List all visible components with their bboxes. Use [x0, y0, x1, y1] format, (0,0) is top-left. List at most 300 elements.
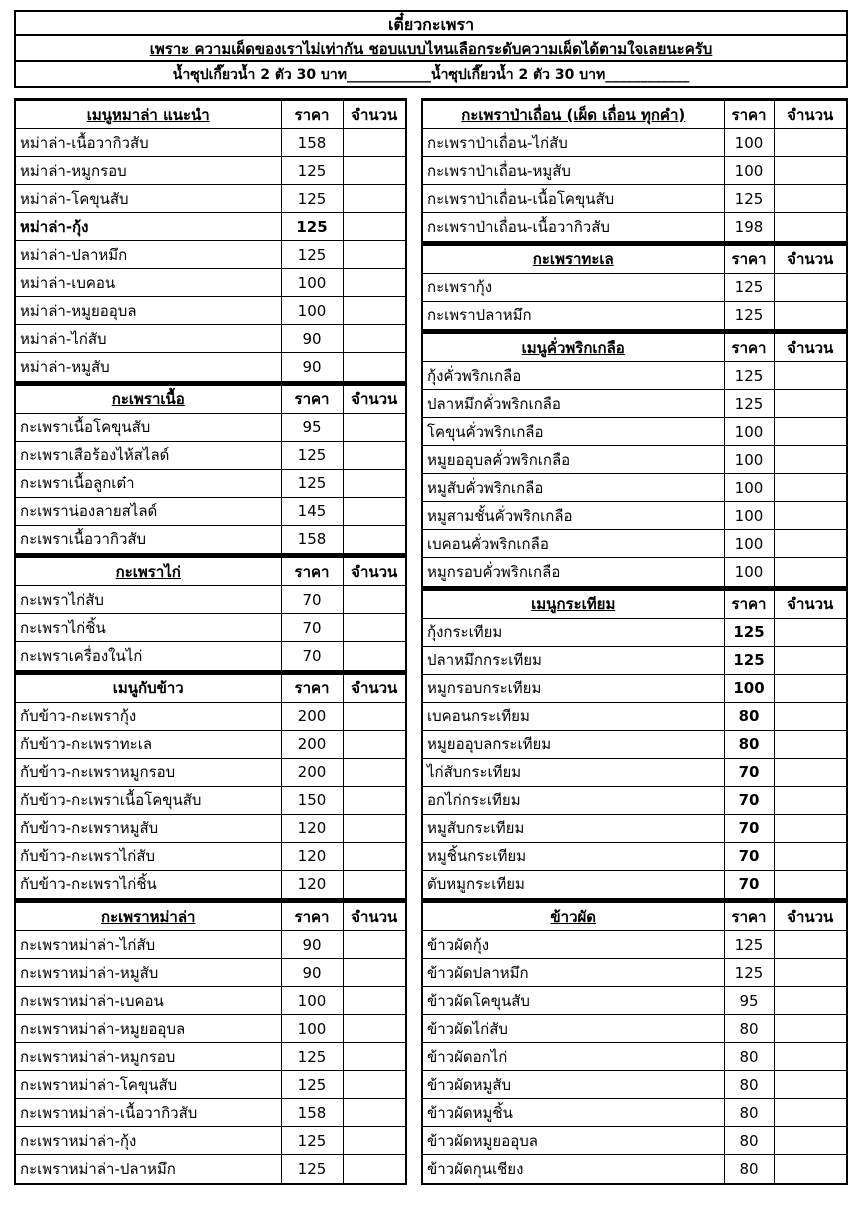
menu-item-name: หมูยออุบลกระเทียม — [423, 730, 724, 758]
menu-section — [421, 243, 848, 332]
menu-item-name: โคขุนคั่วพริกเกลือ — [423, 418, 724, 446]
menu-item-price: 80 — [724, 1071, 774, 1099]
menu-item-quantity-cell[interactable] — [343, 441, 405, 469]
menu-item-name: กุ้งกระเทียม — [423, 618, 724, 646]
menu-item-quantity-cell[interactable] — [343, 1155, 405, 1183]
menu-section-table — [423, 333, 846, 586]
menu-item-name: หม่าล่า-หมูกรอบ — [16, 157, 281, 185]
menu-section-table — [423, 902, 846, 1183]
menu-item-quantity-cell[interactable] — [343, 931, 405, 959]
menu-item-name: ข้าวผัดไก่สับ — [423, 1015, 724, 1043]
menu-item-quantity-cell[interactable] — [343, 185, 405, 213]
menu-item-name: ข้าวผัดกุ้ง — [423, 931, 724, 959]
menu-item-quantity-cell[interactable] — [343, 325, 405, 353]
menu-item-row — [423, 702, 846, 730]
menu-sheet — [14, 10, 848, 1178]
menu-item-price: 125 — [281, 1043, 343, 1071]
section-title: กะเพราไก่ — [16, 558, 281, 586]
menu-item-name: กะเพราเสือร้องไห้สไลด์ — [16, 441, 281, 469]
menu-item-row — [16, 1015, 405, 1043]
menu-item-price: 70 — [724, 870, 774, 898]
price-header: ราคา — [281, 558, 343, 586]
menu-item-row — [423, 1071, 846, 1099]
menu-item-quantity-cell[interactable] — [343, 1127, 405, 1155]
menu-item-name: กับข้าว-กะเพราเนื้อโคขุนสับ — [16, 786, 281, 814]
menu-item-quantity-cell[interactable] — [774, 730, 846, 758]
menu-item-quantity-cell[interactable] — [343, 614, 405, 642]
menu-item-price: 80 — [724, 1043, 774, 1071]
section-header-row — [16, 674, 405, 702]
menu-item-name: หม่าล่า-หมูยออุบล — [16, 297, 281, 325]
menu-item-quantity-cell[interactable] — [343, 525, 405, 553]
menu-item-row — [16, 1099, 405, 1127]
menu-item-row — [16, 1043, 405, 1071]
menu-item-name: กะเพราเครื่องในไก่ — [16, 642, 281, 670]
left-column — [14, 98, 407, 1185]
menu-item-quantity-cell[interactable] — [343, 297, 405, 325]
menu-item-price: 145 — [281, 497, 343, 525]
menu-item-price: 100 — [724, 129, 774, 157]
quantity-header: จำนวน — [774, 245, 846, 273]
menu-item-name: หม่าล่า-เบคอน — [16, 269, 281, 297]
menu-item-quantity-cell[interactable] — [774, 301, 846, 329]
menu-item-name: หม่าล่า-ปลาหมึก — [16, 241, 281, 269]
menu-item-name: กะเพราหม่าล่า-ปลาหมึก — [16, 1155, 281, 1183]
menu-item-name: ข้าวผัดปลาหมึก — [423, 959, 724, 987]
right-column — [421, 98, 848, 1185]
menu-title: เตี๋ยวกะเพรา — [14, 10, 848, 36]
menu-item-price: 125 — [281, 157, 343, 185]
menu-item-price: 200 — [281, 758, 343, 786]
menu-item-name: กะเพราหม่าล่า-ไก่สับ — [16, 931, 281, 959]
price-header: ราคา — [281, 385, 343, 413]
menu-item-name: หมูกรอบคั่วพริกเกลือ — [423, 558, 724, 586]
menu-item-price: 198 — [724, 213, 774, 241]
price-header: ราคา — [281, 101, 343, 129]
menu-section — [14, 98, 407, 383]
menu-item-quantity-cell[interactable] — [343, 786, 405, 814]
menu-item-row — [423, 674, 846, 702]
menu-item-price: 70 — [281, 642, 343, 670]
menu-item-quantity-cell[interactable] — [343, 842, 405, 870]
menu-item-price: 125 — [281, 1155, 343, 1183]
menu-item-price: 95 — [724, 987, 774, 1015]
menu-item-quantity-cell[interactable] — [774, 446, 846, 474]
menu-item-row — [16, 842, 405, 870]
menu-item-name: กะเพราหม่าล่า-เนื้อวากิวสับ — [16, 1099, 281, 1127]
menu-item-quantity-cell[interactable] — [343, 353, 405, 381]
quantity-header: จำนวน — [343, 903, 405, 931]
menu-item-row — [423, 558, 846, 586]
menu-item-price: 100 — [724, 674, 774, 702]
menu-item-row — [16, 241, 405, 269]
menu-item-row — [16, 614, 405, 642]
quantity-header: จำนวน — [343, 385, 405, 413]
menu-item-row — [423, 301, 846, 329]
section-title: กะเพราทะเล — [423, 245, 724, 273]
menu-item-quantity-cell[interactable] — [774, 618, 846, 646]
menu-item-quantity-cell[interactable] — [774, 842, 846, 870]
section-header-row — [423, 903, 846, 931]
menu-item-quantity-cell[interactable] — [343, 129, 405, 157]
menu-item-row — [423, 157, 846, 185]
menu-item-name: หมูสามชั้นคั่วพริกเกลือ — [423, 502, 724, 530]
menu-item-quantity-cell[interactable] — [774, 1099, 846, 1127]
menu-item-price: 90 — [281, 931, 343, 959]
section-title: กะเพราหม่าล่า — [16, 903, 281, 931]
quantity-header: จำนวน — [343, 674, 405, 702]
menu-item-quantity-cell[interactable] — [774, 185, 846, 213]
menu-item-quantity-cell[interactable] — [774, 362, 846, 390]
price-header: ราคา — [724, 334, 774, 362]
menu-item-price: 100 — [724, 446, 774, 474]
quantity-header: จำนวน — [343, 558, 405, 586]
menu-item-price: 125 — [281, 1071, 343, 1099]
menu-item-name: กับข้าว-กะเพราหมูกรอบ — [16, 758, 281, 786]
menu-item-name: กะเพราหม่าล่า-เบคอน — [16, 987, 281, 1015]
menu-item-row — [423, 730, 846, 758]
menu-item-row — [423, 446, 846, 474]
menu-item-name: ข้าวผัดหมูยออุบล — [423, 1127, 724, 1155]
menu-item-row — [423, 814, 846, 842]
menu-item-name: หมูสับกระเทียม — [423, 814, 724, 842]
menu-item-row — [16, 586, 405, 614]
soup-line: น้ำซุปเกี๊ยวน้ำ 2 ตัว 30 บาท____________น้ำซุปเกี๊ยวน้ำ 2 ตัว 30 บาท____________ — [14, 62, 848, 88]
menu-item-row — [16, 870, 405, 898]
menu-item-price: 125 — [724, 301, 774, 329]
menu-item-row — [16, 730, 405, 758]
menu-section — [421, 588, 848, 901]
menu-item-row — [16, 497, 405, 525]
menu-item-quantity-cell[interactable] — [774, 157, 846, 185]
menu-item-row — [423, 273, 846, 301]
menu-item-price: 100 — [724, 418, 774, 446]
menu-section-table — [423, 100, 846, 241]
menu-item-quantity-cell[interactable] — [343, 1015, 405, 1043]
menu-item-row — [423, 786, 846, 814]
menu-item-name: กะเพราป่าเถื่อน-ไก่สับ — [423, 129, 724, 157]
menu-item-name: กะเพราไก่ชิ้น — [16, 614, 281, 642]
section-title: กะเพราป่าเถื่อน (เผ็ด เถื่อน ทุกคำ) — [423, 101, 724, 129]
menu-item-price: 100 — [724, 474, 774, 502]
menu-item-price: 80 — [724, 1127, 774, 1155]
menu-item-quantity-cell[interactable] — [774, 213, 846, 241]
menu-item-quantity-cell[interactable] — [343, 213, 405, 241]
menu-item-price: 120 — [281, 870, 343, 898]
price-header: ราคา — [281, 903, 343, 931]
menu-item-row — [423, 474, 846, 502]
menu-item-quantity-cell[interactable] — [343, 1071, 405, 1099]
menu-item-row — [423, 1099, 846, 1127]
menu-item-price: 125 — [281, 469, 343, 497]
menu-item-name: ข้าวผัดหมูสับ — [423, 1071, 724, 1099]
menu-section — [14, 672, 407, 901]
menu-item-name: อกไก่กระเทียม — [423, 786, 724, 814]
menu-item-name: ปลาหมึกคั่วพริกเกลือ — [423, 390, 724, 418]
menu-item-price: 100 — [724, 530, 774, 558]
menu-item-row — [16, 297, 405, 325]
menu-item-quantity-cell[interactable] — [774, 870, 846, 898]
menu-item-row — [423, 1015, 846, 1043]
section-header-row — [423, 334, 846, 362]
quantity-header: จำนวน — [774, 903, 846, 931]
section-header-row — [423, 590, 846, 618]
menu-item-price: 125 — [281, 1127, 343, 1155]
menu-item-price: 125 — [281, 241, 343, 269]
menu-item-row — [423, 758, 846, 786]
menu-item-quantity-cell[interactable] — [343, 469, 405, 497]
menu-item-name: กะเพราไก่สับ — [16, 586, 281, 614]
menu-item-row — [16, 702, 405, 730]
menu-item-price: 80 — [724, 1015, 774, 1043]
menu-item-name: กับข้าว-กะเพรากุ้ง — [16, 702, 281, 730]
menu-item-name: กับข้าว-กะเพราไก่สับ — [16, 842, 281, 870]
menu-item-price: 70 — [724, 814, 774, 842]
menu-item-price: 80 — [724, 702, 774, 730]
menu-item-price: 90 — [281, 325, 343, 353]
menu-item-quantity-cell[interactable] — [343, 814, 405, 842]
menu-item-quantity-cell[interactable] — [343, 157, 405, 185]
menu-item-quantity-cell[interactable] — [774, 987, 846, 1015]
menu-item-price: 100 — [281, 297, 343, 325]
menu-item-row — [423, 185, 846, 213]
menu-item-row — [16, 642, 405, 670]
quantity-header: จำนวน — [343, 101, 405, 129]
menu-item-price: 95 — [281, 413, 343, 441]
menu-item-row — [423, 931, 846, 959]
quantity-header: จำนวน — [774, 334, 846, 362]
section-header-row — [423, 245, 846, 273]
menu-item-price: 125 — [724, 618, 774, 646]
menu-item-quantity-cell[interactable] — [343, 413, 405, 441]
menu-item-quantity-cell[interactable] — [343, 1099, 405, 1127]
menu-item-price: 70 — [281, 586, 343, 614]
section-title: กะเพราเนื้อ — [16, 385, 281, 413]
menu-item-row — [16, 931, 405, 959]
menu-item-quantity-cell[interactable] — [774, 1155, 846, 1183]
menu-section — [421, 900, 848, 1185]
menu-item-quantity-cell[interactable] — [343, 758, 405, 786]
menu-item-row — [16, 525, 405, 553]
menu-item-name: กะเพราหม่าล่า-หมูสับ — [16, 959, 281, 987]
menu-item-row — [16, 269, 405, 297]
menu-item-name: กะเพราหม่าล่า-หมูยออุบล — [16, 1015, 281, 1043]
menu-item-name: ข้าวผัดกุนเชียง — [423, 1155, 724, 1183]
menu-item-quantity-cell[interactable] — [774, 502, 846, 530]
menu-item-quantity-cell[interactable] — [343, 241, 405, 269]
menu-item-row — [16, 325, 405, 353]
menu-item-price: 125 — [724, 646, 774, 674]
menu-item-price: 100 — [724, 157, 774, 185]
section-header-row — [16, 101, 405, 129]
menu-item-price: 158 — [281, 525, 343, 553]
menu-section — [421, 331, 848, 588]
menu-item-row — [423, 213, 846, 241]
section-title: เมนูกระเทียม — [423, 590, 724, 618]
menu-section — [421, 98, 848, 243]
menu-item-quantity-cell[interactable] — [343, 870, 405, 898]
menu-item-row — [423, 1043, 846, 1071]
menu-item-name: ตับหมูกระเทียม — [423, 870, 724, 898]
menu-item-name: กะเพราเนื้อลูกเต๋า — [16, 469, 281, 497]
menu-item-row — [423, 390, 846, 418]
menu-item-row — [423, 646, 846, 674]
menu-item-price: 200 — [281, 730, 343, 758]
menu-item-row — [16, 814, 405, 842]
menu-item-price: 70 — [724, 842, 774, 870]
menu-item-name: กะเพราป่าเถื่อน-หมูสับ — [423, 157, 724, 185]
menu-item-price: 100 — [281, 269, 343, 297]
menu-item-name: หมูสับคั่วพริกเกลือ — [423, 474, 724, 502]
menu-item-row — [16, 353, 405, 381]
menu-section-table — [16, 674, 405, 899]
menu-item-quantity-cell[interactable] — [774, 418, 846, 446]
menu-item-price: 125 — [281, 213, 343, 241]
menu-item-row — [16, 213, 405, 241]
menu-item-name: หมูชิ้นกระเทียม — [423, 842, 724, 870]
menu-item-row — [16, 1155, 405, 1183]
menu-item-quantity-cell[interactable] — [774, 1071, 846, 1099]
menu-item-quantity-cell[interactable] — [343, 730, 405, 758]
menu-item-quantity-cell[interactable] — [774, 129, 846, 157]
section-title: เมนูหมาล่า แนะนำ — [16, 101, 281, 129]
menu-item-quantity-cell[interactable] — [774, 959, 846, 987]
menu-item-quantity-cell[interactable] — [774, 786, 846, 814]
menu-item-row — [16, 959, 405, 987]
section-header-row — [423, 101, 846, 129]
menu-item-name: ปลาหมึกกระเทียม — [423, 646, 724, 674]
menu-section-table — [16, 557, 405, 670]
menu-item-quantity-cell[interactable] — [774, 474, 846, 502]
menu-item-price: 100 — [281, 1015, 343, 1043]
menu-section-table — [16, 100, 405, 381]
menu-item-row — [16, 987, 405, 1015]
menu-item-row — [16, 1127, 405, 1155]
menu-item-price: 158 — [281, 129, 343, 157]
menu-item-name: หมูกรอบกระเทียม — [423, 674, 724, 702]
menu-item-price: 70 — [724, 758, 774, 786]
menu-item-row — [423, 842, 846, 870]
section-header-row — [16, 385, 405, 413]
menu-item-quantity-cell[interactable] — [343, 269, 405, 297]
menu-item-price: 200 — [281, 702, 343, 730]
menu-item-row — [16, 786, 405, 814]
menu-item-quantity-cell[interactable] — [774, 814, 846, 842]
menu-item-quantity-cell[interactable] — [343, 642, 405, 670]
menu-item-price: 125 — [724, 185, 774, 213]
menu-item-quantity-cell[interactable] — [343, 702, 405, 730]
menu-item-price: 120 — [281, 842, 343, 870]
menu-item-name: กะเพราป่าเถื่อน-เนื้อโคขุนสับ — [423, 185, 724, 213]
menu-item-name: หม่าล่า-กุ้ง — [16, 213, 281, 241]
menu-item-row — [16, 441, 405, 469]
menu-item-row — [423, 129, 846, 157]
menu-item-row — [423, 530, 846, 558]
menu-item-price: 80 — [724, 1099, 774, 1127]
menu-item-name: หมูยออุบลคั่วพริกเกลือ — [423, 446, 724, 474]
menu-item-name: กะเพราเนื้อวากิวสับ — [16, 525, 281, 553]
menu-item-row — [423, 987, 846, 1015]
menu-item-quantity-cell[interactable] — [774, 646, 846, 674]
menu-item-row — [16, 758, 405, 786]
section-header-row — [16, 558, 405, 586]
menu-item-quantity-cell[interactable] — [343, 586, 405, 614]
menu-section — [14, 555, 407, 672]
menu-item-quantity-cell[interactable] — [343, 497, 405, 525]
menu-item-quantity-cell[interactable] — [774, 702, 846, 730]
menu-section-table — [16, 385, 405, 554]
price-header: ราคา — [724, 245, 774, 273]
menu-item-row — [423, 418, 846, 446]
menu-section — [14, 383, 407, 556]
menu-item-price: 100 — [724, 502, 774, 530]
menu-item-quantity-cell[interactable] — [774, 1043, 846, 1071]
menu-item-row — [423, 362, 846, 390]
menu-item-row — [423, 1127, 846, 1155]
menu-item-quantity-cell[interactable] — [774, 558, 846, 586]
menu-item-name: ไก่สับกระเทียม — [423, 758, 724, 786]
menu-item-name: กับข้าว-กะเพราไก่ชิ้น — [16, 870, 281, 898]
menu-item-name: กับข้าว-กะเพราทะเล — [16, 730, 281, 758]
menu-item-quantity-cell[interactable] — [774, 530, 846, 558]
menu-item-name: หม่าล่า-เนื้อวากิวสับ — [16, 129, 281, 157]
menu-item-name: กะเพราปลาหมึก — [423, 301, 724, 329]
menu-item-quantity-cell[interactable] — [774, 273, 846, 301]
menu-item-price: 125 — [724, 931, 774, 959]
menu-item-price: 80 — [724, 1155, 774, 1183]
menu-item-name: เบคอนคั่วพริกเกลือ — [423, 530, 724, 558]
section-title: เมนูกับข้าว — [16, 674, 281, 702]
menu-item-name: ข้าวผัดโคขุนสับ — [423, 987, 724, 1015]
menu-item-name: กะเพราเนื้อโคขุนสับ — [16, 413, 281, 441]
menu-item-quantity-cell[interactable] — [774, 931, 846, 959]
menu-item-price: 70 — [724, 786, 774, 814]
menu-item-quantity-cell[interactable] — [774, 390, 846, 418]
menu-item-name: หม่าล่า-โคขุนสับ — [16, 185, 281, 213]
menu-item-price: 125 — [281, 185, 343, 213]
menu-item-price: 90 — [281, 959, 343, 987]
menu-item-name: ข้าวผัดหมูชิ้น — [423, 1099, 724, 1127]
menu-item-row — [423, 1155, 846, 1183]
menu-item-name: หม่าล่า-หมูสับ — [16, 353, 281, 381]
menu-item-quantity-cell[interactable] — [343, 1043, 405, 1071]
menu-item-quantity-cell[interactable] — [774, 1127, 846, 1155]
menu-item-name: กะเพราหม่าล่า-โคขุนสับ — [16, 1071, 281, 1099]
menu-item-price: 90 — [281, 353, 343, 381]
menu-item-name: หม่าล่า-ไก่สับ — [16, 325, 281, 353]
menu-item-price: 100 — [724, 558, 774, 586]
menu-item-quantity-cell[interactable] — [774, 758, 846, 786]
price-header: ราคา — [281, 674, 343, 702]
menu-item-quantity-cell[interactable] — [343, 959, 405, 987]
menu-item-name: กะเพราหม่าล่า-หมูกรอบ — [16, 1043, 281, 1071]
menu-item-price: 80 — [724, 730, 774, 758]
price-header: ราคา — [724, 590, 774, 618]
menu-item-quantity-cell[interactable] — [774, 1015, 846, 1043]
menu-section-table — [423, 590, 846, 899]
menu-item-name: กุ้งคั่วพริกเกลือ — [423, 362, 724, 390]
menu-item-name: กะเพราน่องลายสไลด์ — [16, 497, 281, 525]
menu-item-quantity-cell[interactable] — [343, 987, 405, 1015]
quantity-header: จำนวน — [774, 101, 846, 129]
menu-item-price: 70 — [281, 614, 343, 642]
menu-item-row — [423, 959, 846, 987]
menu-section — [14, 900, 407, 1185]
section-title: ข้าวผัด — [423, 903, 724, 931]
price-header: ราคา — [724, 903, 774, 931]
menu-item-quantity-cell[interactable] — [774, 674, 846, 702]
menu-subtitle: เพราะ ความเผ็ดของเราไม่เท่ากัน ชอบแบบไหนเลือกระดับความเผ็ดได้ตามใจเลยนะครับ — [14, 36, 848, 62]
